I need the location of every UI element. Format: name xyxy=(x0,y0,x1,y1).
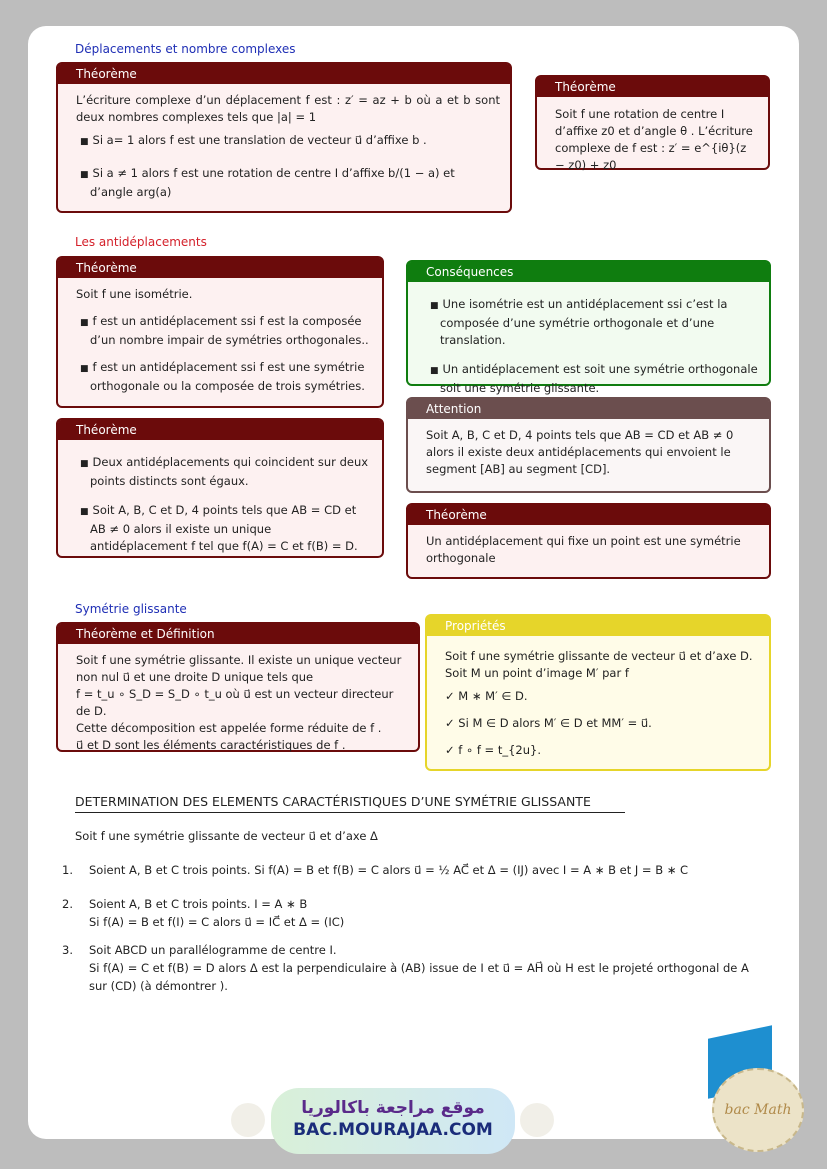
bullet-text: Un antidéplacement est soit une symétrie orthogonale soit une symétrie glissante. xyxy=(440,362,758,395)
list-item-continued: Si f(A) = C et f(B) = D alors Δ est la perpendiculaire à (AB) issue de I et u⃗ = AH⃗ où H est le projeté orthogonal de A sur (CD) (à démontrer ). xyxy=(89,961,749,993)
attention-box xyxy=(406,397,771,493)
property-text: Si M ∈ D alors M′ ∈ D et MM′ = u⃗. xyxy=(458,716,652,730)
box-text: f = t_u ∘ S_D = S_D ∘ t_u où u⃗ est un vecteur directeur de D. xyxy=(76,687,394,718)
box-title: Théorème et Définition xyxy=(58,624,418,644)
box-title: Théorème xyxy=(58,258,382,278)
property-text: f ∘ f = t_{2u}. xyxy=(458,743,542,757)
section-title: Les antidéplacements xyxy=(75,235,207,249)
section-title: Déplacements et nombre complexes xyxy=(75,42,296,56)
bac-math-stamp: bac Math xyxy=(712,1068,804,1152)
property-text: M ∗ M′ ∈ D. xyxy=(458,689,528,703)
determination-intro: Soit f une symétrie glissante de vecteur u⃗ et d’axe Δ xyxy=(75,829,378,843)
check-icon: ✓ xyxy=(445,716,459,730)
theorem-definition-box xyxy=(56,622,420,752)
box-text: Soit f une rotation de centre I d’affixe z0 et d’angle θ . L’écriture complexe de f est : z′ = e^{iθ}(z − z0) + z0 xyxy=(555,107,753,172)
consequences-box: Conséquences ■ Une isométrie est un antidéplacement ssi c’est la composée d’une symétrie orthogonale et d’une translation. ■ Un antidéplacement est soit une symétrie orthogonale soit une symétrie glissante. xyxy=(406,260,771,386)
box-text: Soit f une symétrie glissante. Il existe un unique vecteur non nul u⃗ et une droite D unique tels que xyxy=(76,653,402,684)
site-logo-right-icon xyxy=(520,1103,554,1137)
section-title: Symétrie glissante xyxy=(75,602,187,616)
box-text: Soit f une isométrie. xyxy=(76,287,193,301)
list-item-continued: Si f(A) = B et f(I) = C alors u⃗ = IC⃗ et Δ = (IC) xyxy=(89,915,345,929)
box-title: Théorème xyxy=(537,77,768,97)
bullet-text: Si a ≠ 1 alors f est une rotation de centre I d’affixe b/(1 − a) et d’angle arg(a) xyxy=(90,166,455,199)
box-text: Soit f une symétrie glissante de vecteur u⃗ et d’axe D. xyxy=(445,649,753,663)
theorem-box-displacement: Théorème L’écriture complexe d’un déplacement f est : z′ = az + b où a et b sont deux nombres complexes tels que |a| = 1 ■ Si a= 1 alors f est une translation de vecteur u⃗ d’affixe b . ■ Si a ≠ 1 alors f est une rotation de centre I d’affixe b/(1 − a) et d’angle arg(a) xyxy=(56,62,512,213)
box-text: Soit M un point d’image M′ par f xyxy=(445,666,629,680)
theorem-box-fixed-point xyxy=(406,503,771,579)
box-text: L’écriture complexe d’un déplacement f est : z′ = az + b où a et b sont deux nombres complexes tels que |a| = 1 xyxy=(76,93,500,124)
properties-box xyxy=(425,614,771,771)
bullet-text: Une isométrie est un antidéplacement ssi c’est la composée d’une symétrie orthogonale et d’une translation. xyxy=(440,297,728,347)
check-icon: ✓ xyxy=(445,743,459,757)
bullet-text: Deux antidéplacements qui coincident sur deux points distincts sont égaux. xyxy=(90,455,369,488)
box-title: Propriétés xyxy=(427,616,769,636)
site-badge[interactable] xyxy=(271,1088,515,1154)
bullet-text: Si a= 1 alors f est une translation de vecteur u⃗ d’affixe b . xyxy=(92,133,427,147)
determination-content: Soit f une symétrie glissante de vecteur u⃗ et d’axe Δ 1. Soient A, B et C trois points. Si f(A) = B et f(B) = C alors u⃗ = ½ AC⃗ et Δ = (IJ) avec I = A ∗ B et J = B ∗ C 2. Soient A, B et C trois points. I = A ∗ B Si f(A) = B et f(I) = C alors u⃗ = IC⃗ et Δ = (IC) 3. Soit ABCD un parallélogramme de centre I. Si f(A) = C et f(B) = D alors Δ est la perpendiculaire à (AB) issue de I et u⃗ = AH⃗ où H est le projeté orthogonal de A sur (CD) (à démontrer ). xyxy=(75,827,753,995)
box-title: Attention xyxy=(408,399,769,419)
site-url: BAC.MOURAJAA.COM xyxy=(293,1120,493,1140)
box-text: Soit A, B, C et D, 4 points tels que AB = CD et AB ≠ 0 alors il existe deux antidéplacements qui envoient le segment [AB] au segment [CD]. xyxy=(426,428,734,476)
site-logo-left-icon xyxy=(231,1103,265,1137)
site-name-arabic: موقع مراجعة باكالوريا xyxy=(301,1098,485,1118)
theorem-box-antidisplacement: Théorème Soit f une isométrie. ■ f est un antidéplacement ssi f est la composée d’un nombre impair de symétries orthogonales.. ■ f est un antidéplacement ssi f est une symétrie orthogonale ou la composée de trois symétries. xyxy=(56,256,384,408)
determination-heading: DETERMINATION DES ELEMENTS CARACTÉRISTIQUES D’UNE SYMÉTRIE GLISSANTE xyxy=(75,794,625,813)
bullet-text: f est un antidéplacement ssi f est une symétrie orthogonale ou la composée de trois symétries. xyxy=(90,360,365,393)
box-text: Un antidéplacement qui fixe un point est une symétrie orthogonale xyxy=(426,534,741,565)
list-item: Soit ABCD un parallélogramme de centre I. xyxy=(89,943,337,957)
box-title: Théorème xyxy=(58,64,510,84)
bullet-text: Soit A, B, C et D, 4 points tels que AB = CD et AB ≠ 0 alors il existe un unique antidéplacement f tel que f(A) = C et f(B) = D. xyxy=(90,503,358,553)
list-item: Soient A, B et C trois points. I = A ∗ B xyxy=(89,897,308,911)
list-item: Soient A, B et C trois points. Si f(A) = B et f(B) = C alors u⃗ = ½ AC⃗ et Δ = (IJ) avec I = A ∗ B et J = B ∗ C xyxy=(89,863,689,877)
check-icon: ✓ xyxy=(445,689,459,703)
box-title: Théorème xyxy=(408,505,769,525)
box-text: u⃗ et D sont les éléments caractéristiques de f . xyxy=(76,738,346,752)
box-title: Théorème xyxy=(58,420,382,440)
bullet-text: f est un antidéplacement ssi f est la composée d’un nombre impair de symétries orthogonales.. xyxy=(90,314,369,347)
box-text: Cette décomposition est appelée forme réduite de f . xyxy=(76,721,382,735)
box-title: Conséquences xyxy=(408,262,769,282)
theorem-box-uniqueness: Théorème ■ Deux antidéplacements qui coincident sur deux points distincts sont égaux. ■ Soit A, B, C et D, 4 points tels que AB = CD et AB ≠ 0 alors il existe un unique antidéplacement f tel que f(A) = C et f(B) = D. xyxy=(56,418,384,558)
theorem-box-rotation xyxy=(535,75,770,170)
